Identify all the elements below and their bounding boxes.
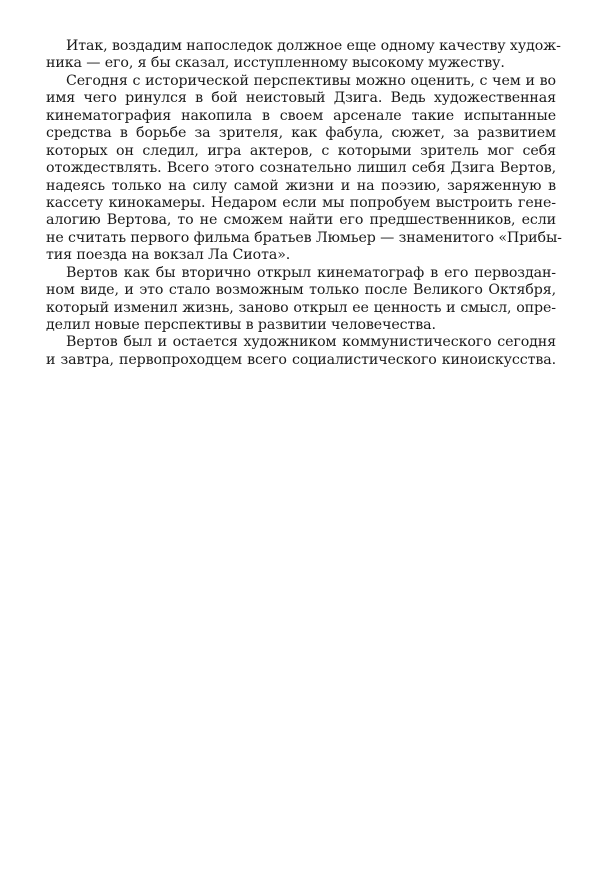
document-page [46,38,562,369]
text-line: Вертов был и остается художником коммунистического сегодня [66,334,556,351]
text-line: Итак, воздадим напоследок должное еще одному качеству худож- [66,38,561,54]
text-line: Сегодня с исторической перспективы можно оценить, с чем и во [66,72,556,89]
text-line: делил новые перспективы в развитии человечества. [46,317,436,333]
paragraph [46,334,556,369]
text-line: который изменил жизнь, заново открыл ее ценность и смысл, опре- [46,299,556,316]
text-line: ном виде, и это стало возможным только после Великого Октября, [46,282,556,299]
text-line: имя чего ринулся в бой неистовый Дзига. Ведь художественная [46,90,556,107]
text-line: средства в борьбе за зрителя, как фабула, сюжет, за развитием [46,125,556,142]
text-line: Вертов как бы вторично открыл кинематограф в его первоздан- [66,264,556,281]
text-line: кассету кинокамеры. Недаром если мы попробуем выстроить гене- [46,194,556,211]
text-line: и завтра, первопроходцем всего социалистического киноискусства. [46,351,556,368]
text-line: алогию Вертова, то не сможем найти его предшественников, если [46,212,556,229]
text-line: отождествлять. Всего этого сознательно лишил себя Дзига Вертов, [46,160,556,177]
text-line: которых он следил, игра актеров, с которыми зритель мог себя [46,142,556,159]
text-line: надеясь только на силу самой жизни и на поэзию, заряженную в [46,177,556,194]
text-line: кинематография накопила в своем арсенале такие испытанные [46,107,556,124]
text-line: ника — его, я бы сказал, исступленному высокому мужеству. [46,55,505,72]
paragraph [46,265,556,335]
text-line: не считать первого фильма братьев Люмьер — знаменитого «Прибы- [46,229,562,246]
paragraph [46,38,561,73]
text-line: тия поезда на вокзал Ла Сиота». [46,247,291,264]
paragraph [46,72,562,265]
